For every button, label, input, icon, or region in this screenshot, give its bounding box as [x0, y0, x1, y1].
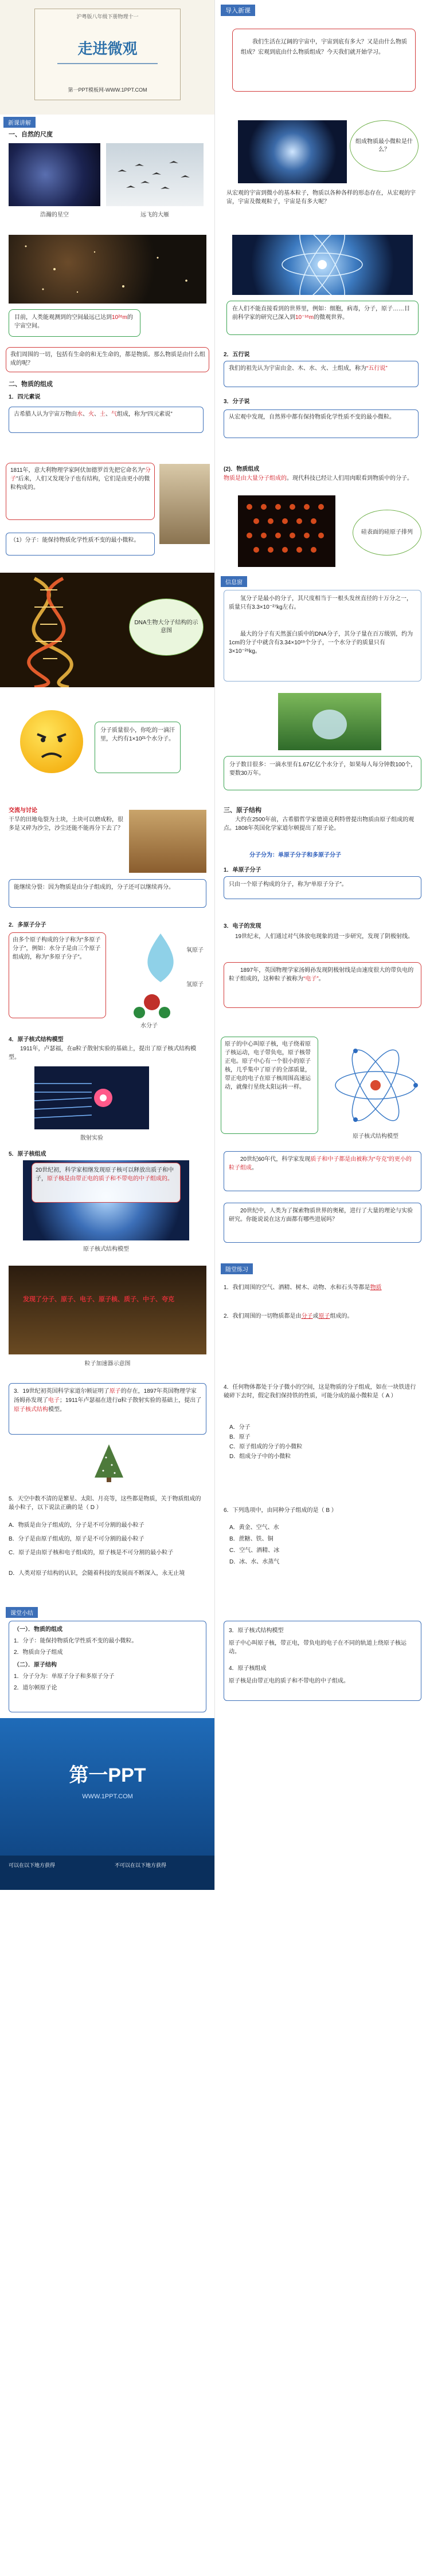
molecule-types-text: 分子分为：单原子分子和多原子分子: [249, 852, 341, 858]
q3-tail: 模型。: [48, 1407, 65, 1413]
molecule-theory-text: 从宏观中发现，自然界中都有保持物质化学性质不变的最小微粒。: [229, 414, 395, 420]
q5-option-d[interactable]: D．人类对原子结构的认识，会随着科技的发展而不断深入，永无止境: [9, 1570, 185, 1577]
q3-answer-1: 原子: [109, 1388, 121, 1395]
question-bubble: 组成物质最小微粒是什么？: [350, 120, 419, 172]
avogadro-text: [10, 466, 151, 492]
slide-29-summary[interactable]: [0, 1604, 215, 1718]
accelerator-caption: 粒子加速器示意图: [84, 1361, 131, 1367]
blank-area: [215, 1718, 430, 1890]
slide-row-1: [0, 0, 430, 115]
discussion-question: 干旱的田地龟裂为土块，土块可以磨成粉，很多是又碎为沙尘，沙尘还能不能再分下去了？: [9, 817, 123, 832]
slide-row-11: [0, 1145, 430, 1260]
avogadro-portrait: [159, 464, 210, 544]
polyatomic-text: 由多个原子构成的分子称为“多原子分子”，例如：水分子是由三个原子组成的，称为“多原子分子”。: [13, 937, 101, 960]
slide-22-quark[interactable]: [215, 1145, 430, 1260]
nucleus-lead: 20世纪初，科学家相继发现原子核可以释放出质子和中子，: [36, 1167, 174, 1182]
electron-term: “电子”: [303, 976, 319, 982]
practice-q2: [224, 1311, 421, 1322]
q6-option-c[interactable]: C．空气、酒精、冰: [229, 1547, 280, 1554]
scattering-icon: [34, 1066, 149, 1129]
site-label: 第一PPT模板网-WWW.1PPT.COM: [68, 87, 147, 93]
nucleus-text: [36, 1166, 178, 1183]
progress-text: 20世纪中，人类为了探索物质世界的奥秘，进行了大量的理论与实验研究。你能说说在这方面都有哪些进展吗？: [229, 1208, 413, 1223]
element-air: 气: [111, 411, 117, 417]
slide-row-13: [0, 1374, 430, 1489]
nucleus-caption: 原子核式结构模型: [83, 1246, 129, 1252]
brand-url[interactable]: WWW.1PPT.COM: [82, 1793, 133, 1800]
slide-20-nuclear-model[interactable]: [215, 1031, 430, 1145]
slide-21-nucleus[interactable]: [0, 1145, 215, 1260]
slide-row-7: [0, 687, 430, 802]
slide-23-discoveries[interactable]: [0, 1260, 215, 1374]
sub-heading: 4．原子核式结构模型: [9, 1037, 64, 1043]
silicon-tail: 。现代科技已经让人们用肉眼看到物质中的分子。: [287, 475, 413, 482]
slide-row-6: [0, 573, 430, 687]
slide-14-count[interactable]: [215, 687, 430, 802]
elements-tail: 组成，称为“四元素说”: [117, 411, 173, 417]
section-tag: 信息窗: [221, 576, 247, 587]
count-text: 分子数目很多：一滴水里有1.67亿亿个水分子，如果每人每分钟数100个，要数30万年。: [229, 762, 417, 777]
avogadro-tail: ”后来，人们又发现分子也有结构，它们是由更小的微粒构成的。: [10, 476, 150, 491]
info-text-1: 氢分子是最小的分子，其尺度相当于一根头发丝直径的十万分之一，质量只有3.3×10⁻²⁷kg左右。: [229, 596, 412, 610]
q3-mid-2: ；1911年卢瑟福在进行α粒子散射实验的基础上，提出了: [60, 1397, 202, 1404]
droplet-icon: [278, 693, 381, 750]
sub-heading: 3．电子的发现: [224, 923, 261, 929]
slide-17-polyatomic[interactable]: [0, 916, 215, 1031]
discoveries-text: 发现了分子、原子、电子、原子核、质子、中子、夸克: [23, 1296, 174, 1303]
atom-text-lead: 在人们不能直接看到的世界里，例如：细胞，病毒，分子，原子……目前科学家的研究已深入到: [232, 306, 410, 321]
particle-image: [238, 120, 347, 183]
slide-row-3: [0, 229, 430, 344]
electron-tail: 。: [318, 976, 325, 982]
q3-mid-1: 的存在，1897年英国物理学家汤姆孙发现了: [14, 1388, 197, 1404]
element-water: 水: [77, 411, 83, 417]
elements-lead: 古希腊人认为宇宙万物由: [14, 411, 77, 417]
atom-model-icon: [327, 1042, 424, 1128]
slide-18-electron[interactable]: [215, 916, 430, 1031]
footer-bar: [0, 1856, 215, 1890]
slide-13-mass[interactable]: [0, 687, 215, 802]
summary-item-6: 原子中心叫原子核，带正电，带负电的电子在不同的轨道上绕原子核运动。: [229, 1640, 406, 1655]
scattering-experiment-image: [34, 1066, 149, 1129]
slide-16-atom-structure[interactable]: [215, 802, 430, 916]
electron-text-2: [229, 966, 417, 983]
q2-tail: 组成的。: [330, 1313, 353, 1319]
electron-text-1: 19世纪末，人们通过对气体放电现象的进一步研究，发现了阴极射线。: [235, 933, 414, 940]
section-tag: 课堂小结: [6, 1607, 38, 1618]
slide-header-text: 沪粤版八年级下册物理十一: [76, 14, 139, 19]
slide-30-summary[interactable]: [215, 1604, 430, 1718]
summary-heading-2: （二）．原子结构: [14, 1662, 57, 1668]
q4-option-c[interactable]: C．原子组成的分子的小微粒: [229, 1444, 303, 1450]
particles-text: 从宏观的宇宙到微小的基本粒子，物质以各种各样的形态存在，从宏观的宇宙，宇宙及微观粒子，宇宙是有多大呢？: [226, 190, 416, 205]
sweating-face-image: [20, 710, 83, 773]
electron-lead: 1897年，英国物理学家汤姆孙发现阴极射线是由速度很大的带负电的粒子组成的，这种粒子被称为: [229, 967, 414, 982]
q3-answer-3: 原子核式结构: [14, 1407, 48, 1413]
atom-grid-icon: [238, 495, 335, 567]
molecule-definition: （1）分子：能保持物质化学性质不变的最小微粒。: [10, 537, 140, 543]
section-tag: 随堂练习: [221, 1263, 253, 1274]
summary-item-5: 3．原子核式结构模型: [229, 1628, 284, 1634]
slide-9-avogadro[interactable]: [0, 458, 215, 573]
section-tag: 新课讲解: [3, 117, 36, 128]
composition-question: 我们周围的一切，包括有生命的和无生命的，都是物质。那么物质是由什么组成的呢？: [10, 352, 205, 367]
info-text-2: 最大的分子有天然蛋白质中的DNA分子，其分子量在百万级别，约为1cm的分子中就含有3.34×10¹⁹个分子，一个水分子的质量只有3×10⁻²⁶kg。: [229, 631, 413, 655]
mass-text: 分子质量很小，你吃的一滴汗里，大约有1×10²¹个水分子。: [100, 727, 175, 742]
slide-28-practice[interactable]: [215, 1489, 430, 1604]
scattering-caption: 散射实验: [80, 1135, 103, 1141]
atom-icon: [232, 235, 413, 295]
slide-6-atom[interactable]: [215, 229, 430, 344]
slide-row-16: [0, 1718, 430, 1890]
galaxy-image: [9, 235, 206, 304]
silicon-bubble: 硅表面的硅原子排列: [353, 510, 421, 556]
slide-1-title[interactable]: [0, 0, 215, 115]
summary-item-1: 1．分子：能保持物质化学性质不变的最小微粒。: [14, 1638, 138, 1644]
tree-icon: [92, 1443, 126, 1483]
section-heading: 三、原子结构: [224, 807, 261, 814]
slide-row-15: [0, 1604, 430, 1718]
molecule-term: 分子: [10, 467, 151, 482]
slide-5-universe[interactable]: [0, 229, 215, 344]
q2-mid: 或: [312, 1313, 319, 1319]
five-elements-term: “五行说”: [366, 365, 388, 372]
slide-12-info[interactable]: [215, 573, 430, 687]
universe-text: [14, 313, 138, 330]
label-water-molecule: 水分子: [140, 1023, 158, 1029]
discussion-tag: 交流与讨论: [9, 808, 37, 814]
footer-left-label: 可以在以下地方获得: [9, 1862, 56, 1868]
quark-tail: 。: [252, 1165, 257, 1171]
practice-q5: 5．天空中数不清的是繁星、太阳、月亮等，这些都是物质，关于物质组成的最小粒子，以下说法正确的是（ D ）: [9, 1496, 201, 1511]
summary-heading-1: （一）．物质的组成: [14, 1626, 62, 1633]
face-icon: [20, 710, 83, 773]
summary-item-4: 2．道尔顿原子论: [14, 1685, 57, 1691]
section-tag: 导入新课: [221, 5, 255, 16]
q5-option-c[interactable]: C．原子是由原子核和电子组成的，原子核是不可分割的最小粒子: [9, 1550, 174, 1556]
sub-heading: 1．四元素说: [9, 394, 41, 400]
atom-text: [232, 305, 413, 322]
water-molecule-icon: [112, 928, 209, 1025]
quark-text: [229, 1155, 417, 1172]
slide-27-practice[interactable]: [0, 1489, 215, 1604]
atom-history-text: 大约在2500年前，古希腊哲学家德谟克利特曾提出物质由原子组成的观点。1808年英国化学家道尔顿提出了原子论。: [224, 817, 415, 832]
element-earth: 土: [100, 411, 105, 417]
starry-sky-image: [9, 143, 100, 206]
slide-2-intro[interactable]: [215, 0, 430, 115]
atom-image: [232, 235, 413, 295]
slide-25-practice[interactable]: [0, 1374, 215, 1489]
caption-starry-sky: 浩瀚的星空: [40, 212, 69, 218]
slide-row-12: [0, 1260, 430, 1374]
practice-q6: 6．下列选项中，由同种分子组成的是（ B ）: [224, 1507, 337, 1514]
q2-answer-1: 分子: [301, 1313, 313, 1319]
summary-item-3: 1．分子分为：单原子分子和多原子分子: [14, 1673, 115, 1680]
brand-logo-text: 第一PPT: [69, 1764, 146, 1786]
sub-heading: 2．五行说: [224, 352, 250, 358]
slide-15-discussion[interactable]: [0, 802, 215, 916]
q6-option-d[interactable]: D．冰、水、水蒸气: [229, 1559, 280, 1565]
slide-row-5: [0, 458, 430, 573]
section-heading: 一、自然的尺度: [9, 131, 53, 138]
practice-q3: [14, 1387, 202, 1415]
cracked-soil-image: [129, 810, 206, 873]
water-drop-image: [278, 693, 381, 750]
single-atom-text: 只由一个原子构成的分子，称为“单原子分子”。: [229, 881, 347, 888]
slide-26-practice[interactable]: [215, 1374, 430, 1489]
sub-heading: 1．单原子分子: [224, 867, 261, 873]
five-elements-text: [229, 364, 415, 373]
sub-heading: 5．原子核组成: [9, 1151, 46, 1157]
label-hydrogen: 氢原子: [186, 982, 204, 988]
slide-10-silicon[interactable]: [215, 458, 430, 573]
practice-q4: 4．任何物体都处于分子微小的空间，这是物质的分子组成，如在一块铁进行破碎下去时，假定我们保持铁的性质，可能分成的最小微粒是（ A ）: [224, 1384, 416, 1399]
stars-icon: [9, 235, 206, 304]
q2-answer-2: 原子: [318, 1313, 330, 1319]
slide-row-10: [0, 1031, 430, 1145]
model-caption: 原子核式结构模型: [353, 1133, 398, 1140]
q4-option-b[interactable]: B．原子: [229, 1434, 251, 1440]
q6-option-a[interactable]: A．黄金、空气、水: [229, 1525, 279, 1531]
accelerator-image: [9, 1266, 206, 1354]
section-heading: 二、物质的组成: [9, 381, 53, 388]
micro-scale: 10⁻¹⁶m: [295, 314, 314, 321]
q1-answer: 物质: [370, 1285, 382, 1291]
sub-heading: (2)．物质组成: [224, 466, 260, 472]
slide-row-9: [0, 916, 430, 1031]
q3-lead: 3．19世纪初英国科学家道尔顿证明了: [14, 1388, 110, 1395]
universe-distance: 10²⁶m: [112, 314, 127, 321]
q5-option-b[interactable]: B．分子是由原子组成的，原子是不可分割的最小粒子: [9, 1536, 144, 1542]
nucleus-claim: 原子核是由带正电的质子和不带电的中子组成的。: [47, 1176, 173, 1182]
universe-text-lead: 目前，人类能观测到的空间最远已达到: [14, 314, 112, 321]
discussion-answer: 能继续分裂：因为物质是由分子组成的，分子还可以继续再分。: [14, 884, 174, 891]
summary-item-8: 原子核是由带正电的质子和不带电的中子组成。: [229, 1678, 349, 1684]
quark-claim: 质子和中子都是由被称为“夸克”的更小的粒子组成: [229, 1156, 412, 1171]
five-elements-lead: 我们的祖先认为宇宙由金、木、水、火、土组成，称为: [229, 365, 366, 372]
q4-option-a[interactable]: A．分子: [229, 1424, 251, 1431]
avogadro-lead: 1811年，意大利物理学家阿伏加德罗首先把它命名为“: [10, 467, 145, 474]
q3-answer-2: 电子: [48, 1397, 60, 1404]
element-fire: 火: [88, 411, 94, 417]
four-elements-text: 古希腊人认为宇宙万物由水、火、土、气组成，称为“四元素说”: [14, 411, 173, 417]
quark-lead: 20世纪60年代，科学家发现: [240, 1156, 311, 1163]
practice-q1: [224, 1283, 421, 1293]
q4-option-d[interactable]: D．组成分子中的小微粒: [229, 1454, 291, 1460]
flying-geese-image: [106, 143, 204, 206]
slide-row-2: [0, 115, 430, 229]
slide-row-8: [0, 802, 430, 916]
slide-11-dna[interactable]: [0, 573, 215, 687]
intro-text: 我们生活在辽阔的宇宙中，宇宙到底有多大？又是由什么物质组成？宏观到底由什么物质组成？今天我们就开始学习。: [241, 39, 407, 56]
slide-3-scale[interactable]: [0, 115, 215, 229]
slide-7-composition[interactable]: [0, 344, 215, 458]
q2-text: 2．我们周围的一切物质都是由: [224, 1313, 302, 1319]
label-oxygen: 氧原子: [186, 947, 204, 954]
sub-heading: 3．分子说: [224, 399, 250, 405]
slide-24-practice[interactable]: [215, 1260, 430, 1374]
slide-4-particles[interactable]: [215, 115, 430, 229]
atom-text-tail: 的微观世界。: [314, 314, 349, 321]
rutherford-text: 1911年，卢瑟福，在α粒子散射实验的基础上，提出了原子核式结构模型。: [9, 1046, 197, 1061]
slide-31-ending[interactable]: [0, 1718, 215, 1890]
slide-19-rutherford[interactable]: [0, 1031, 215, 1145]
silicon-text: [224, 474, 419, 483]
dna-bubble: DNA生物大分子结构的示意图: [129, 598, 204, 656]
silicon-surface-image: [238, 495, 335, 567]
title-underline: [57, 63, 158, 64]
slide-title: 走进微观: [77, 40, 138, 57]
composition-claim: 物质是由大量分子组成的: [224, 475, 287, 482]
universe-text-tail: 的宇宙空间。: [14, 314, 133, 329]
q5-option-a[interactable]: A．物质是由分子组成的，分子是不可分割的最小粒子: [9, 1522, 144, 1529]
slide-8-five-elements[interactable]: [215, 344, 430, 458]
slide-row-4: [0, 344, 430, 458]
summary-item-7: 4．原子核组成: [229, 1665, 267, 1672]
caption-geese: 远飞的大雁: [140, 212, 169, 218]
q6-option-b[interactable]: B．蔗糖、铁、铜: [229, 1536, 273, 1542]
q1-text: 1．我们周围的空气、酒精、树木、动物、水和石头等都是: [224, 1285, 370, 1291]
footer-right-label: 不可以在以下地方获得: [115, 1862, 167, 1868]
model-text: 原子的中心叫原子核，电子绕着原子核运动，电子带负电，原子核带正电。原子中心有一个很小的原子核，几乎集中了原子的全部质量，带正电的电子在原子核周围高速运动，就像行星绕太阳运转一样。: [225, 1041, 311, 1090]
sub-heading: 2．多原子分子: [9, 922, 46, 928]
geese-icon: [106, 143, 204, 206]
summary-item-2: 2．物质由分子组成: [14, 1649, 63, 1656]
slide-row-14: [0, 1489, 430, 1604]
